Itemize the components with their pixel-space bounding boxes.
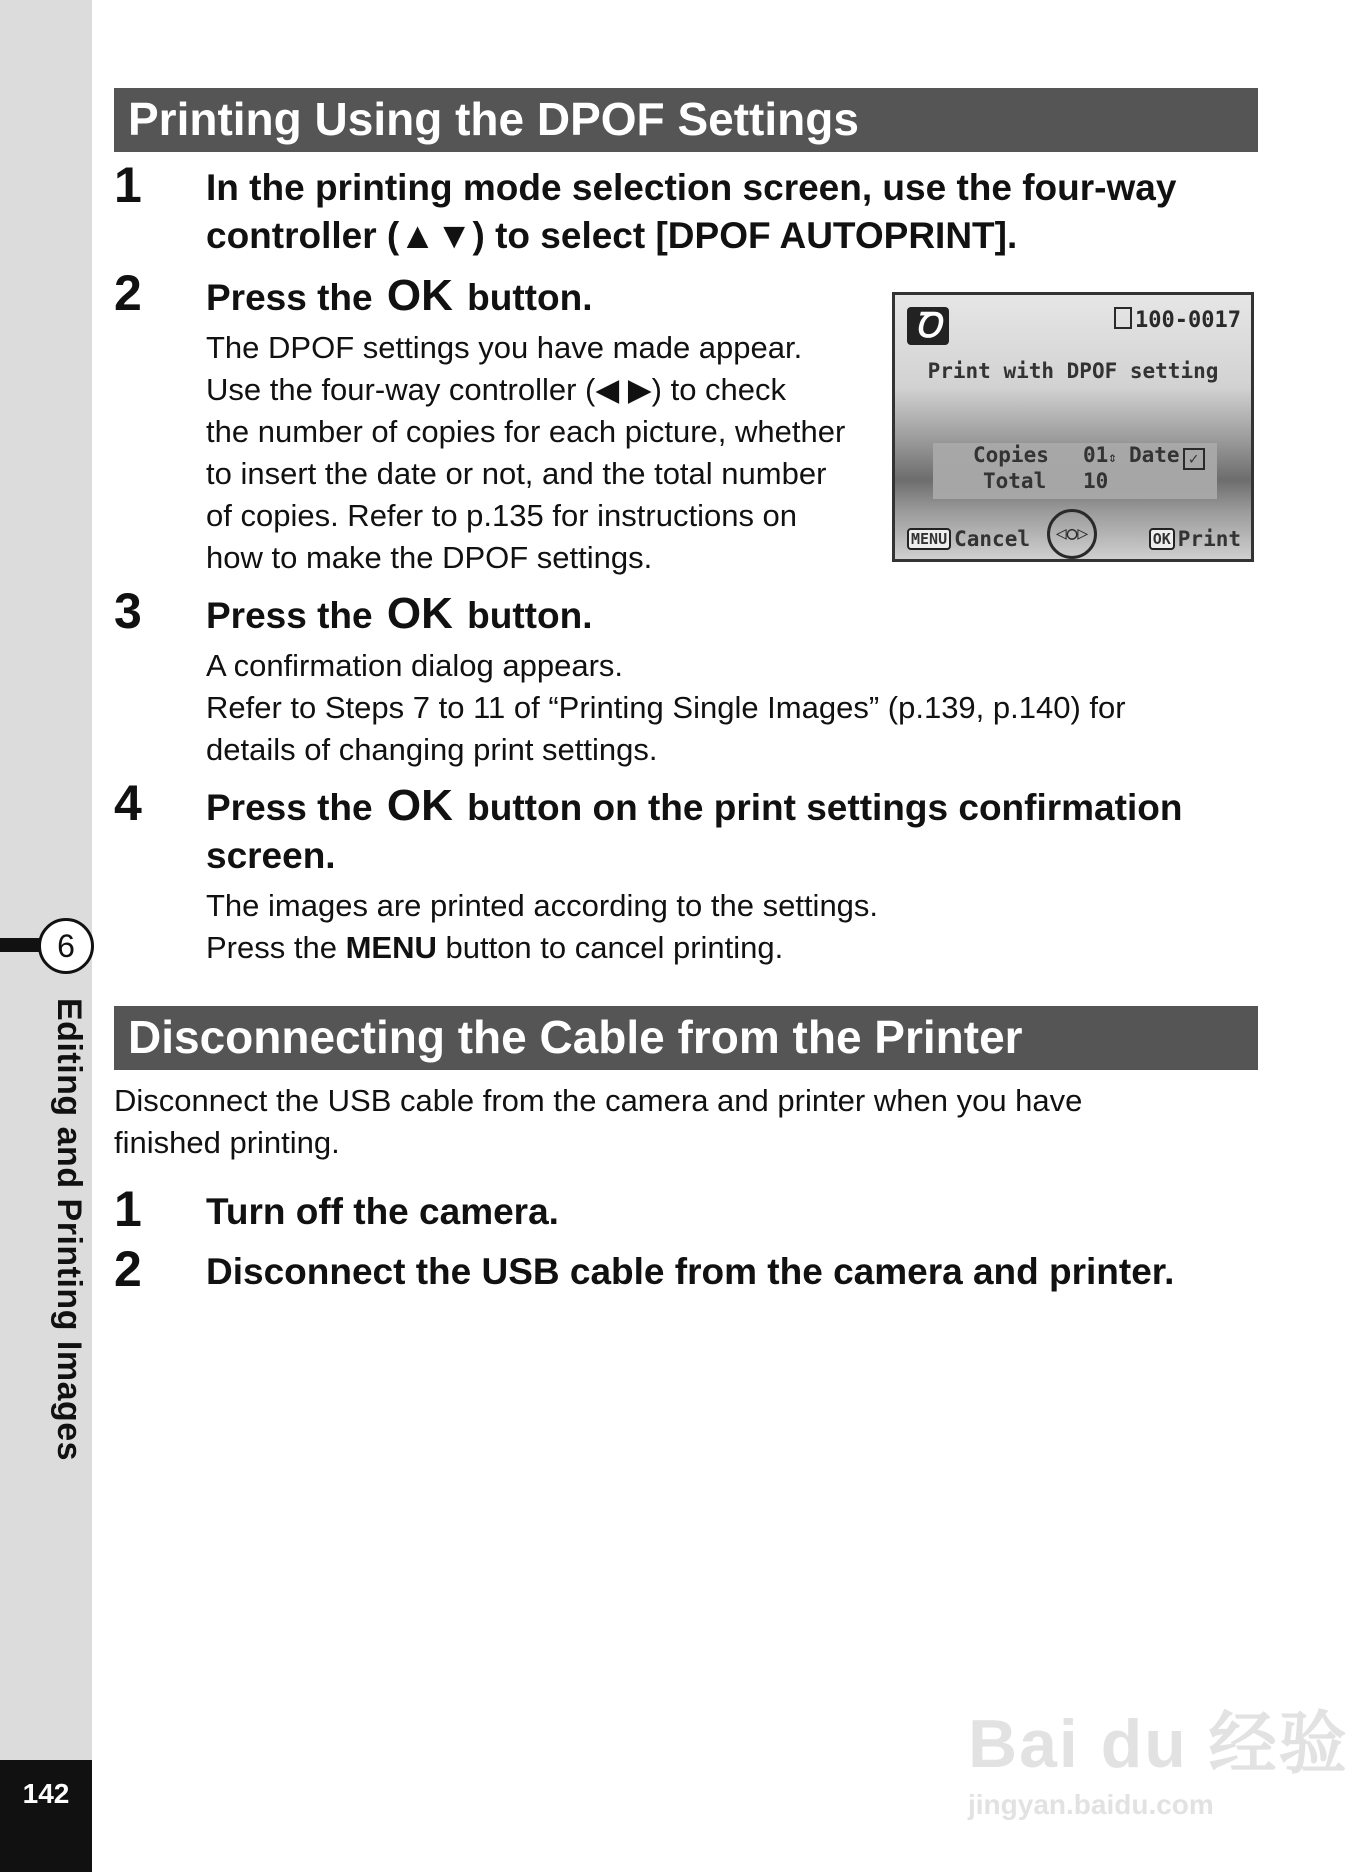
body-line: how to make the DPOF settings. (206, 540, 653, 575)
four-way-controller-icon: ◁○▷ (1047, 509, 1097, 559)
menu-key-icon: MENU (907, 528, 951, 550)
body-line: Refer to Steps 7 to 11 of “Printing Single Images” (p.139, p.140) for (206, 690, 1126, 725)
step-number: 2 (114, 1241, 142, 1297)
checkbox-checked-icon: ✓ (1183, 448, 1205, 470)
body-line: A confirmation dialog appears. (206, 648, 624, 683)
chapter-tab-marker (0, 938, 40, 952)
step-number: 4 (114, 775, 142, 831)
section-intro (114, 1080, 1082, 1164)
cancel-label: Cancel (954, 527, 1030, 551)
ok-button-glyph: OK (386, 271, 453, 320)
step-title: Disconnect the USB cable from the camera and printer. (206, 1251, 1175, 1292)
menu-button-glyph: MENU (345, 930, 437, 965)
ok-button-glyph: OK (386, 781, 453, 830)
memory-card-icon (1114, 307, 1132, 329)
step-body (206, 885, 878, 969)
total-value: 10 (1083, 469, 1109, 493)
step-body (206, 327, 882, 579)
step-number: 3 (114, 583, 142, 639)
step-title-text: button on the print settings confirmation (467, 787, 1183, 828)
playback-print-mode-icon: Ꝺ (907, 307, 949, 345)
body-line: The images are printed according to the settings. (206, 888, 879, 923)
step-title: Turn off the camera. (206, 1191, 559, 1232)
body-line: Use the four-way controller (◀ ▶) to check (206, 372, 787, 407)
chapter-number: 6 (38, 918, 94, 974)
cancel-control (907, 527, 1030, 551)
step-title-text: Press the (206, 277, 373, 318)
body-line: the number of copies for each picture, whether (206, 414, 846, 449)
baidu-watermark (968, 1690, 1349, 1821)
copies-label: Copies (973, 443, 1049, 467)
body-line: finished printing. (114, 1125, 340, 1160)
watermark-brand: Bai du 经验 (968, 1706, 1349, 1782)
ok-key-icon: OK (1149, 528, 1175, 550)
step-title (206, 164, 1176, 260)
step-title (206, 590, 592, 640)
print-label: Print (1177, 527, 1241, 551)
step-number: 2 (114, 265, 142, 321)
step-title-line: screen. (206, 835, 336, 876)
chapter-title: Editing and Printing Images (50, 998, 88, 1462)
step-title-line: controller (▲▼) to select [DPOF AUTOPRINT]. (206, 215, 1018, 256)
step-title (206, 782, 1182, 880)
step-title-text: Press the (206, 595, 373, 636)
date-option (1129, 443, 1205, 470)
step-body (206, 645, 1258, 771)
up-down-arrows-icon: ⇕ (1108, 450, 1117, 466)
copies-value (1083, 443, 1117, 467)
step-title-text: button. (467, 595, 593, 636)
step-number: 1 (114, 1181, 142, 1237)
body-line: Press the MENU button to cancel printing. (206, 930, 784, 965)
file-number (1114, 307, 1241, 333)
step-title (206, 272, 592, 322)
date-label: Date (1129, 443, 1180, 467)
total-label: Total (983, 469, 1047, 493)
step-title-line: In the printing mode selection screen, use the four-way (206, 167, 1177, 208)
copies-number: 01 (1083, 443, 1109, 467)
body-line: to insert the date or not, and the total number (206, 456, 827, 491)
body-line: of copies. Refer to p.135 for instructions on (206, 498, 798, 533)
section-title-dpof: Printing Using the DPOF Settings (114, 88, 1258, 152)
body-line: details of changing print settings. (206, 732, 658, 767)
lcd-headline: Print with DPOF setting (927, 359, 1219, 383)
section-title-disconnect: Disconnecting the Cable from the Printer (114, 1006, 1258, 1070)
file-number-text: 100-0017 (1135, 308, 1241, 333)
print-control (1149, 527, 1241, 551)
camera-lcd-screen (892, 292, 1254, 562)
ok-button-glyph: OK (386, 589, 453, 638)
step-title-text: Press the (206, 787, 373, 828)
step-title-text: button. (467, 277, 593, 318)
page-number: 142 (0, 1760, 92, 1872)
step-number: 1 (114, 157, 142, 213)
watermark-url: jingyan.baidu.com (968, 1789, 1214, 1820)
body-line: The DPOF settings you have made appear. (206, 330, 803, 365)
body-line: Disconnect the USB cable from the camera and printer when you have (114, 1083, 1083, 1118)
